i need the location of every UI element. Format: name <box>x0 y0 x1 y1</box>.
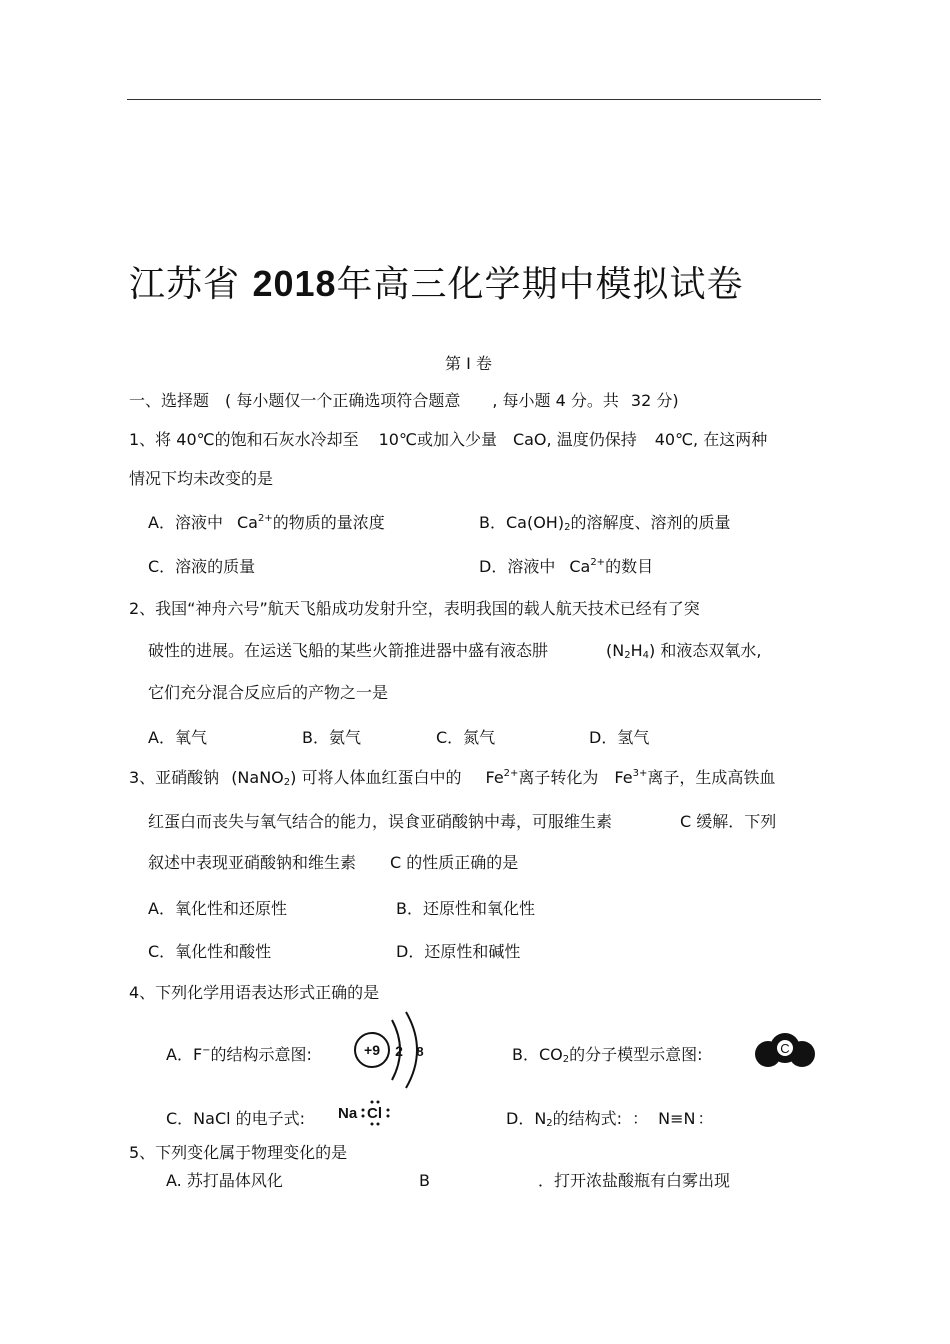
q3-stem-line3: 叙述中表现亚硝酸钠和维生素 C 的性质正确的是 <box>148 853 519 872</box>
q2-option-d: D．氢气 <box>589 728 650 747</box>
q3-stem-line2: 红蛋白而丧失与氧气结合的能力，误食亚硝酸钠中毒，可服维生素 C 缓解．下列 <box>148 812 777 831</box>
q1-option-d: D．溶液中 $Ca^{2+}$的数目 <box>479 557 654 576</box>
page-title: 江苏省 2018年高三化学期中模拟试卷 <box>129 263 744 305</box>
q1-stem-line1: 1、将 40℃的饱和石灰水冷却至 10℃或加入少量 CaO, 温度仍保持 40℃, 在这两种 <box>129 430 768 449</box>
q2-option-c: C．氮气 <box>436 728 496 747</box>
q2-option-b: B．氨气 <box>302 728 361 747</box>
q2-option-a: A．氧气 <box>148 728 207 747</box>
shell2-electrons: 8 <box>416 1044 424 1059</box>
nucleus-charge: +9 <box>364 1042 380 1058</box>
volume-label: 第 I 卷 <box>445 354 492 373</box>
co2-model-diagram <box>754 1030 816 1072</box>
shell1-electrons: 2 <box>395 1043 403 1059</box>
q5-option-b: B ．打开浓盐酸瓶有白雾出现 <box>419 1171 730 1190</box>
q2-stem-line2: 破性的进展。在运送飞船的某些火箭推进器中盛有液态肼 $(N_2H_4)$ 和液态双氧水, <box>148 641 762 661</box>
q5-option-a: A. 苏打晶体风化 <box>166 1171 283 1190</box>
q4-option-d: D．$N_2$的结构式: ： N≡N ： <box>506 1109 714 1129</box>
electron-shell-2 <box>406 1012 417 1088</box>
chloride-label: Cl <box>367 1105 382 1122</box>
carbon-label: C <box>780 1041 790 1056</box>
q3-option-b: B．还原性和氧化性 <box>396 899 535 918</box>
fluoride-structure-diagram <box>350 1010 434 1092</box>
q4-option-a: A．F−的结构示意图: <box>166 1045 312 1064</box>
q1-option-a: A．溶液中 $Ca^{2+}$的物质的量浓度 <box>148 513 385 532</box>
q4-stem: 4、下列化学用语表达形式正确的是 <box>129 983 380 1002</box>
section-header: 一、选择题 ( 每小题仅一个正确选项符合题意 , 每小题 4 分。共 32 分) <box>129 391 679 410</box>
q4-option-c: C．NaCl 的电子式: <box>166 1109 306 1128</box>
q3-option-c: C．氧化性和酸性 <box>148 942 272 961</box>
q1-stem-line2: 情况下均未改变的是 <box>129 469 274 488</box>
nacl-electron-formula <box>336 1098 398 1128</box>
q2-stem-line3: 它们充分混合反应后的产物之一是 <box>148 683 389 702</box>
q3-option-d: D．还原性和碱性 <box>396 942 521 961</box>
q2-stem-line1: 2、我国“神舟六号”航天飞船成功发射升空，表明我国的载人航天技术已经有了突 <box>129 599 700 618</box>
sodium-label: Na <box>338 1105 358 1122</box>
q5-stem: 5、下列变化属于物理变化的是 <box>129 1143 348 1162</box>
q1-option-c: C．溶液的质量 <box>148 557 256 576</box>
q4-option-b: B．$CO_2$的分子模型示意图: <box>512 1045 703 1065</box>
q3-option-a: A．氧化性和还原性 <box>148 899 287 918</box>
q3-stem-line1: 3、亚硝酸钠 (NaNO$_2$) 可将人体血红蛋白中的 $Fe^{2+}$离子转化为 $Fe^{3+}$离子，生成高铁血 <box>129 768 776 788</box>
header-rule <box>127 99 821 100</box>
q1-option-b: B．$Ca(OH)_2$的溶解度、溶剂的质量 <box>479 513 731 533</box>
